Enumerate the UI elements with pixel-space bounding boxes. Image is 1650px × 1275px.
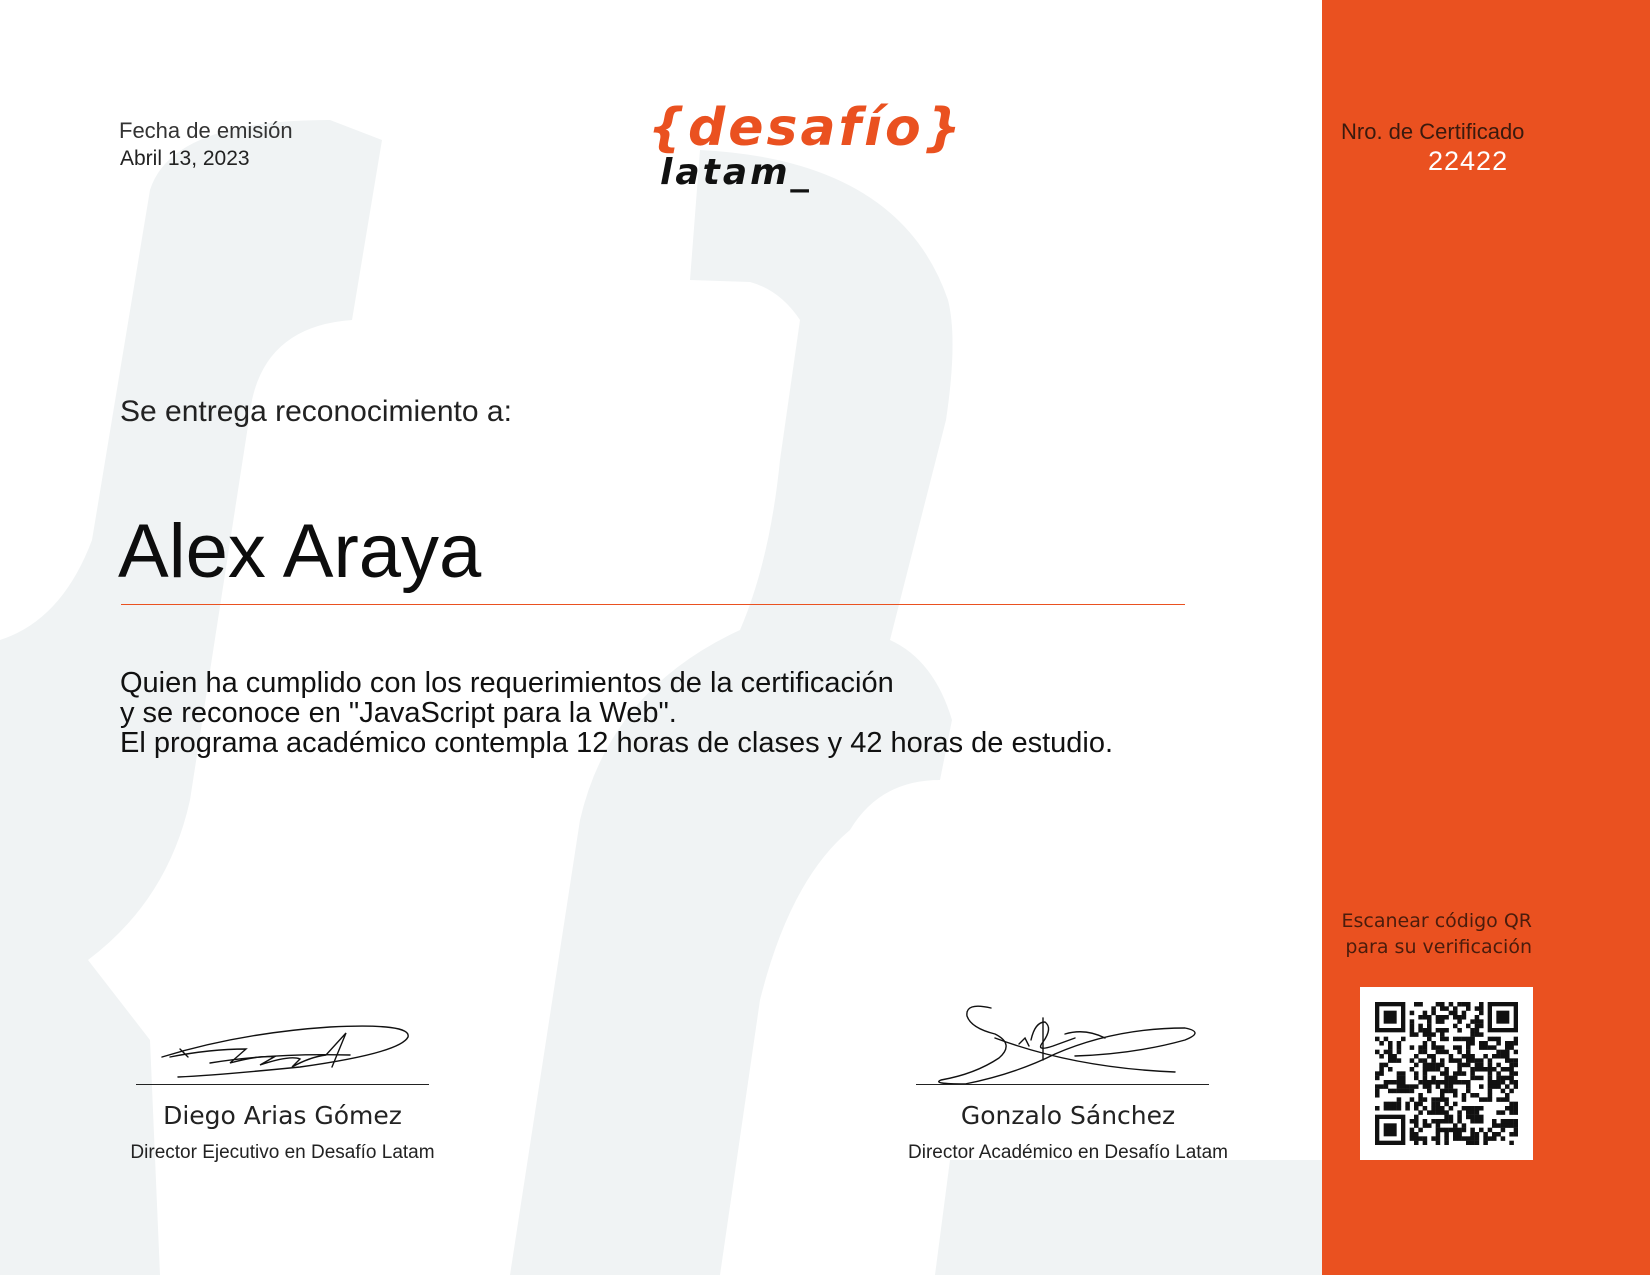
recipient-name: Alex Araya: [118, 509, 482, 594]
qr-code[interactable]: [1360, 987, 1533, 1160]
signature-1-icon: [150, 1005, 420, 1085]
qr-code-icon: [1375, 1002, 1518, 1145]
logo-latam: latam_: [660, 152, 812, 193]
certificate-number: 22422: [1428, 146, 1509, 176]
qr-label-line-1: Escanear código QR: [1341, 910, 1532, 932]
certificate-body: [120, 668, 1113, 758]
signature-2-icon: [935, 998, 1205, 1093]
body-line-3: El programa académico contempla 12 horas de clases y 42 horas de estudio.: [120, 727, 1114, 759]
certificate-number-label: Nro. de Certificado: [1341, 119, 1525, 144]
body-line-1: Quien ha cumplido con los requerimientos de la certificación: [120, 667, 894, 699]
signatory-1-name: Diego Arias Gómez: [163, 1101, 402, 1130]
signature-2-line: [916, 1084, 1209, 1085]
signature-1-line: [136, 1084, 429, 1085]
qr-label-line-2: para su verificación: [1345, 936, 1532, 958]
issue-date-label: Fecha de emisión: [119, 118, 293, 143]
body-line-2: y se reconoce en "JavaScript para la Web".: [120, 697, 677, 729]
recognition-intro: Se entrega reconocimiento a:: [120, 395, 512, 428]
signatory-1-title: Director Ejecutivo en Desafío Latam: [130, 1142, 435, 1163]
signatory-2-name: Gonzalo Sánchez: [960, 1101, 1176, 1130]
logo-desafio: {desafío}: [648, 98, 964, 158]
issue-date-value: Abril 13, 2023: [120, 147, 250, 170]
signatory-2-title: Director Académico en Desafío Latam: [908, 1142, 1228, 1163]
qr-instructions: [1322, 908, 1532, 960]
name-underline: [121, 604, 1185, 605]
